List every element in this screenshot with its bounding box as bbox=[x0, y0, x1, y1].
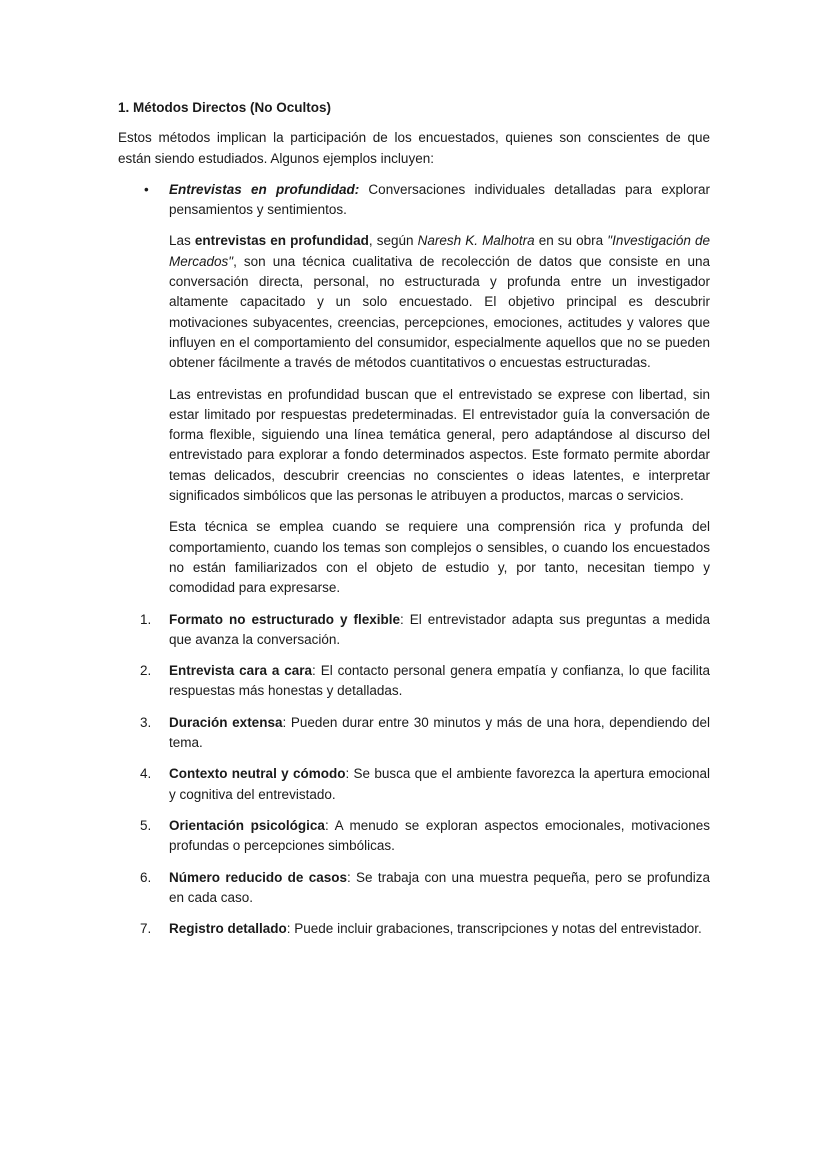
list-term: Duración extensa bbox=[169, 714, 283, 730]
document-content bbox=[118, 98, 710, 950]
list-term: Entrevista cara a cara bbox=[169, 663, 313, 679]
list-term: Formato no estructurado y flexible bbox=[169, 611, 401, 627]
list-number: 6. bbox=[140, 869, 152, 885]
bullet-list bbox=[118, 180, 710, 221]
bullet-text bbox=[169, 180, 710, 221]
list-description: : El entrevistador adapta sus preguntas a medida que avanza la conversación. bbox=[169, 611, 710, 647]
list-term: Número reducido de casos bbox=[169, 869, 347, 885]
list-item bbox=[118, 661, 710, 702]
list-item bbox=[118, 816, 710, 857]
bullet-description: Conversaciones individuales detalladas para explorar pensamientos y sentimientos. bbox=[169, 181, 710, 218]
list-number: 5. bbox=[140, 817, 152, 833]
list-item bbox=[118, 713, 710, 754]
features-list bbox=[118, 610, 710, 940]
list-number: 7. bbox=[140, 921, 152, 937]
list-description: : A menudo se exploran aspectos emocionales, motivaciones profundas o percepciones simbólicas. bbox=[169, 817, 710, 854]
list-item bbox=[118, 868, 710, 909]
paragraph-purpose: Las entrevistas en profundidad buscan que el entrevistado se exprese con libertad, sin estar limitado por respuestas predeterminadas. El entrevistador guía la conversación de forma flexible, siguiendo una línea temática general, pero adaptándose al discurso del entrevistado para explorar a fondo determinados aspectos. Este formato permite abordar temas delicados, descubrir creencias no conscientes o ideas latentes, e interpretar significados simbólicos que las personas le atribuyen a productos, marcas o servicios. bbox=[169, 386, 710, 504]
paragraph-usage: Esta técnica se emplea cuando se requiere una comprensión rica y profunda del comportamiento, cuando los temas son complejos o sensibles, o cuando los encuestados no están familiarizados con el objeto de estudio y, por tanto, necesitan tiempo y comodidad para expresarse. bbox=[169, 519, 710, 596]
list-description: : Pueden durar entre 30 minutos y más de una hora, dependiendo del tema. bbox=[169, 714, 710, 751]
bold-term: entrevistas en profundidad bbox=[194, 233, 369, 249]
list-item bbox=[118, 919, 710, 939]
list-term: Orientación psicológica bbox=[169, 817, 325, 833]
list-term: Registro detallado bbox=[169, 921, 287, 937]
section-heading: 1. Métodos Directos (No Ocultos) bbox=[118, 100, 332, 115]
list-number: 2. bbox=[140, 663, 152, 679]
intro-paragraph: Estos métodos implican la participación de los encuestados, quienes son conscientes de que están siendo estudiados. Algunos ejemplos incluyen: bbox=[118, 130, 710, 166]
bullet-term: Entrevistas en profundidad: bbox=[169, 181, 360, 197]
list-item bbox=[118, 764, 710, 805]
list-description: : Se trabaja con una muestra pequeña, pero se profundiza en cada caso. bbox=[169, 869, 710, 905]
list-description: : El contacto personal genera empatía y confianza, lo que facilita respuestas más honestas y detalladas. bbox=[169, 663, 710, 699]
bullet-item-entrevistas bbox=[118, 180, 710, 221]
list-term: Contexto neutral y cómodo bbox=[169, 766, 346, 782]
list-number: 1. bbox=[140, 611, 152, 627]
book-title: "Investigación de Mercados" bbox=[169, 233, 710, 269]
paragraph-definition: Las entrevistas en profundidad, según Naresh K. Malhotra en su obra "Investigación de Mercados", son una técnica cualitativa de recolección de datos que consiste en una conversación directa, personal, no estructurada y profunda entre un investigador altamente capacitado y un solo encuestado. El objetivo principal es descubrir motivaciones subyacentes, creencias, percepciones, emociones, actitudes y valores que influyen en el comportamiento del consumidor, especialmente aquellos que no se pueden obtener fácilmente a través de métodos cuantitativos o encuestas estructuradas. bbox=[169, 233, 710, 371]
list-description: : Se busca que el ambiente favorezca la apertura emocional y cognitiva del entrevistado. bbox=[169, 766, 710, 802]
list-number: 3. bbox=[140, 714, 152, 730]
list-description: : Puede incluir grabaciones, transcripciones y notas del entrevistador. bbox=[286, 921, 702, 937]
list-number: 4. bbox=[140, 766, 152, 782]
list-item bbox=[118, 610, 710, 651]
bullet-icon: • bbox=[144, 181, 149, 197]
author-name: Naresh K. Malhotra bbox=[417, 233, 535, 249]
